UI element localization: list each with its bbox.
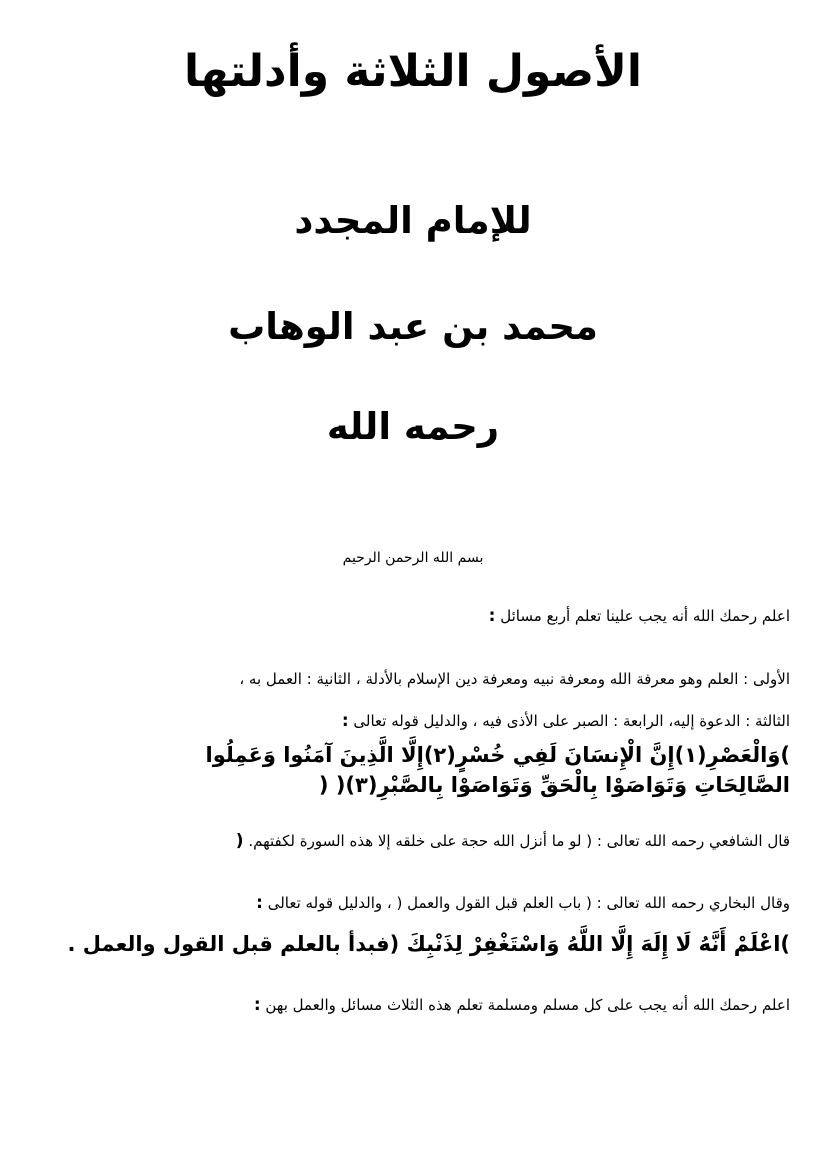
paragraph-text: اعلم رحمك الله أنه يجب علينا تعلم أربع مسائل bbox=[495, 607, 790, 625]
paragraph-text: اعلم رحمك الله أنه يجب على كل مسلم ومسلمة تعلم هذه الثلاث مسائل والعمل بهن bbox=[260, 996, 790, 1014]
paragraph-text: قال الشافعي رحمه الله تعالى : ( لو ما أنزل الله حجة على خلقه إلا هذه السورة لكفتهم. bbox=[243, 832, 790, 850]
basmala: بسم الله الرحمن الرحيم bbox=[342, 550, 484, 566]
paragraph-end-mark: ( bbox=[235, 831, 244, 851]
document-title: الأصول الثلاثة وأدلتها bbox=[183, 46, 642, 97]
paragraph-end-mark: : bbox=[341, 711, 349, 731]
paragraph-end-mark: : bbox=[256, 893, 263, 913]
paragraph-three-issues bbox=[30, 994, 790, 1016]
author-name: محمد بن عبد الوهاب bbox=[228, 305, 598, 348]
paragraph-end-mark: : bbox=[253, 995, 261, 1015]
paragraph-end-mark: : bbox=[488, 606, 496, 626]
quran-verse-asr-line1: )وَالْعَصْرِ(١)إِنَّ الْإِنسَانَ لَفِي خُسْرٍ(٢)إِلَّا الَّذِينَ آمَنُوا وَعَمِلُوا bbox=[205, 743, 790, 767]
paragraph-shafii-quote bbox=[30, 830, 790, 852]
quran-verse-knowledge: )اعْلَمْ أَنَّهُ لَا إِلَهَ إِلَّا اللَّهُ وَاسْتَغْفِرْ لِذَنْبِكَ (فبدأ بالعلم قبل القول والعمل . bbox=[67, 932, 790, 956]
paragraph-text: وقال البخاري رحمه الله تعالى : ( باب العلم قبل القول والعمل ( ، والدليل قوله تعالى bbox=[262, 894, 790, 912]
author-honorific: للإمام المجدد bbox=[294, 199, 532, 242]
quran-verse-asr-line2: الصَّالِحَاتِ وَتَوَاصَوْا بِالْحَقِّ وَتَوَاصَوْا بِالصَّبْرِ(٣)( ( bbox=[318, 773, 790, 797]
paragraph-third-fourth bbox=[30, 710, 790, 732]
paragraph-four-issues bbox=[30, 605, 790, 627]
author-prayer: رحمه الله bbox=[326, 405, 500, 448]
paragraph-bukhari-quote bbox=[30, 892, 790, 914]
paragraph-first-second: الأولى : العلم وهو معرفة الله ومعرفة نبيه ومعرفة دين الإسلام بالأدلة ، الثانية : العمل به ، bbox=[239, 670, 790, 688]
paragraph-text: الثالثة : الدعوة إليه، الرابعة : الصبر على الأذى فيه ، والدليل قوله تعالى bbox=[348, 712, 790, 730]
